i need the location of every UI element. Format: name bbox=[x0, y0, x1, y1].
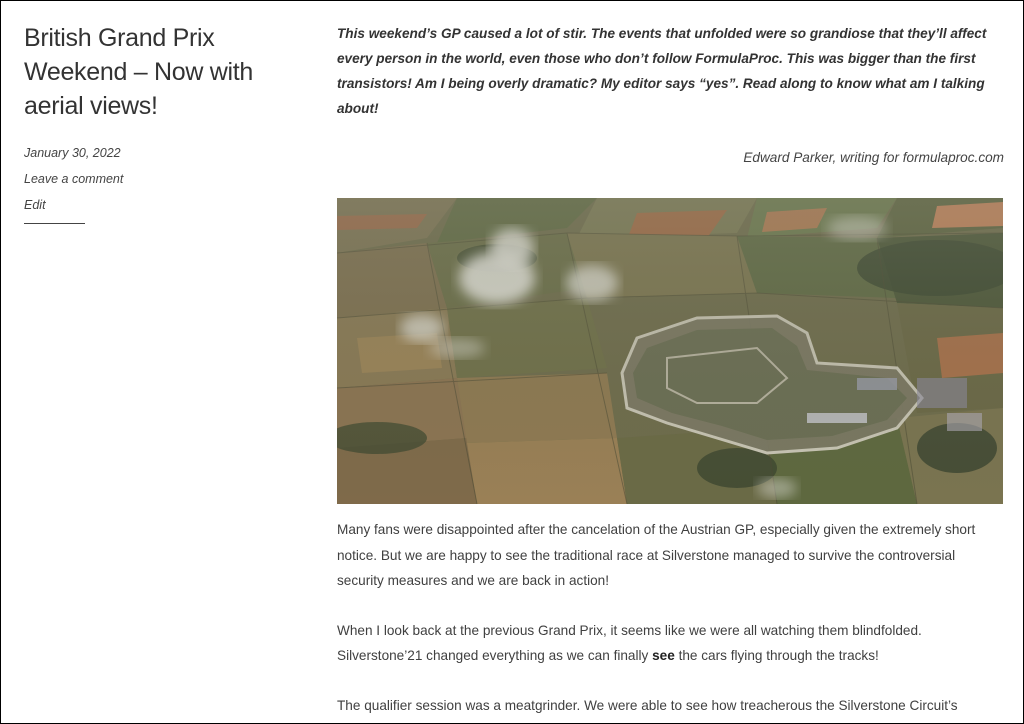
post-sidebar bbox=[24, 21, 294, 224]
post-content bbox=[337, 21, 1004, 713]
paragraph-2-text-a: When I look back at the previous Grand Prix, it seems like we were all watching them blindfolded. Silverstone’21 changed everything as we can finally bbox=[337, 622, 922, 663]
post-date-link[interactable]: January 30, 2022 bbox=[24, 146, 121, 160]
paragraph-2-emphasis: see bbox=[652, 648, 675, 663]
aerial-photo-illustration bbox=[337, 198, 1003, 504]
meta-divider bbox=[24, 223, 85, 224]
article-paragraph-3: The qualifier session was a meatgrinder. We were able to see how treacherous the Silverstone Circuit’s bbox=[337, 697, 958, 713]
article-body bbox=[337, 517, 1004, 724]
article-paragraph-1: Many fans were disappointed after the cancelation of the Austrian GP, especially given the extremely short notice. But we are happy to see the traditional race at Silverstone managed to survive the controversial security measures and we are back in action! bbox=[337, 522, 976, 588]
article-paragraph-2 bbox=[337, 618, 1004, 669]
post-title: British Grand Prix Weekend – Now with aerial views! bbox=[24, 24, 253, 120]
aerial-circuit-image bbox=[337, 198, 1003, 504]
edit-link[interactable]: Edit bbox=[24, 198, 46, 212]
article-attribution: Edward Parker, writing for formulaproc.com bbox=[743, 150, 1004, 165]
article-lede: This weekend’s GP caused a lot of stir. The events that unfolded were so grandiose that they’ll affect every person in the world, even those who don’t follow FormulaProc. This was bigger than the first transistors! Am I being overly dramatic? My editor says “yes”. Read along to know what am I talking about! bbox=[337, 26, 987, 116]
paragraph-2-text-b: the cars flying through the tracks! bbox=[674, 648, 879, 663]
leave-comment-link[interactable]: Leave a comment bbox=[24, 172, 124, 186]
